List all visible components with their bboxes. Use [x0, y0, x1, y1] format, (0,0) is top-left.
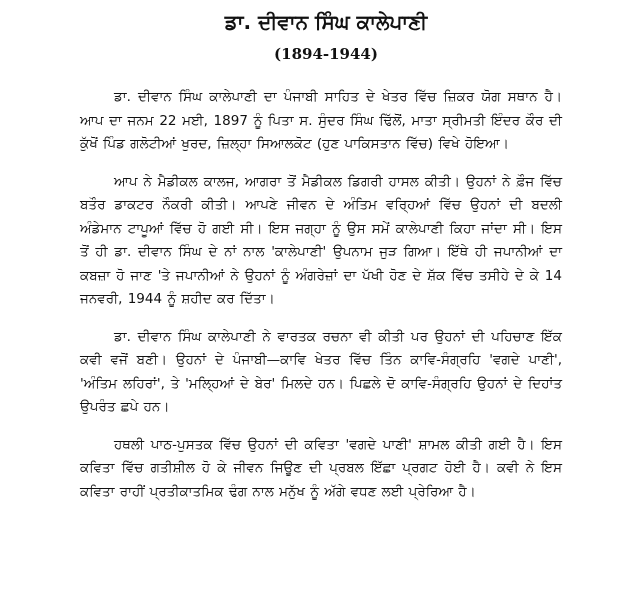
- paragraph-career: ਆਪ ਨੇ ਮੈਡੀਕਲ ਕਾਲਜ, ਆਗਰਾ ਤੋਂ ਮੈਡੀਕਲ ਡਿਗਰੀ ਹਾਸਲ ਕੀਤੀ। ਉਹਨਾਂ ਨੇ ਫ਼ੌਜ ਵਿੱਚ ਬਤੌਰ ਡਾਕਟਰ ਨੌਕਰੀ ਕੀਤੀ। ਆਪਣੇ ਜੀਵਨ ਦੇ ਅੰਤਿਮ ਵਰ੍ਹਿਆਂ ਵਿੱਚ ਉਹਨਾਂ ਦੀ ਬਦਲੀ ਅੰਡੇਮਾਨ ਟਾਪੂਆਂ ਵਿੱਚ ਹੋ ਗਈ ਸੀ। ਇਸ ਜਗ੍ਹਾ ਨੂੰ ਉਸ ਸਮੇਂ ਕਾਲੇਪਾਣੀ ਕਿਹਾ ਜਾਂਦਾ ਸੀ। ਇਸ ਤੋਂ ਹੀ ਡਾ. ਦੀਵਾਨ ਸਿੰਘ ਦੇ ਨਾਂ ਨਾਲ 'ਕਾਲੇਪਾਣੀ' ਉਪਨਾਮ ਜੁੜ ਗਿਆ। ਇੱਥੇ ਹੀ ਜਪਾਨੀਆਂ ਦਾ ਕਬਜ਼ਾ ਹੋ ਜਾਣ 'ਤੇ ਜਪਾਨੀਆਂ ਨੇ ਉਹਨਾਂ ਨੂੰ ਅੰਗਰੇਜ਼ਾਂ ਦਾ ਪੱਖੀ ਹੋਣ ਦੇ ਸ਼ੱਕ ਵਿੱਚ ਤਸੀਹੇ ਦੇ ਕੇ 14 ਜਨਵਰੀ, 1944 ਨੂੰ ਸ਼ਹੀਦ ਕਰ ਦਿੱਤਾ।: [80, 173, 562, 307]
- life-years: (1894-1944): [274, 45, 378, 63]
- page-title: ਡਾ. ਦੀਵਾਨ ਸਿੰਘ ਕਾਲੇਪਾਣੀ: [224, 10, 428, 34]
- paragraph-works: ਡਾ. ਦੀਵਾਨ ਸਿੰਘ ਕਾਲੇਪਾਣੀ ਨੇ ਵਾਰਤਕ ਰਚਨਾ ਵੀ ਕੀਤੀ ਪਰ ਉਹਨਾਂ ਦੀ ਪਹਿਚਾਣ ਇੱਕ ਕਵੀ ਵਜੋਂ ਬਣੀ। ਉਹਨਾਂ ਦੇ ਪੰਜਾਬੀ—ਕਾਵਿ ਖੇਤਰ ਵਿੱਚ ਤਿੰਨ ਕਾਵਿ-ਸੰਗ੍ਰਹਿ 'ਵਗਦੇ ਪਾਣੀ', 'ਅੰਤਿਮ ਲਹਿਰਾਂ', ਤੇ 'ਮਲ੍ਹਿਆਂ ਦੇ ਬੇਰ' ਮਿਲਦੇ ਹਨ। ਪਿਛਲੇ ਦੋ ਕਾਵਿ-ਸੰਗ੍ਰਹਿ ਉਹਨਾਂ ਦੇ ਦਿਹਾਂਤ ਉਪਰੰਤ ਛਪੇ ਹਨ।: [80, 328, 562, 415]
- paragraph-poem: ਹਥਲੀ ਪਾਠ-ਪੁਸਤਕ ਵਿੱਚ ਉਹਨਾਂ ਦੀ ਕਵਿਤਾ 'ਵਗਦੇ ਪਾਣੀ' ਸ਼ਾਮਲ ਕੀਤੀ ਗਈ ਹੈ। ਇਸ ਕਵਿਤਾ ਵਿੱਚ ਗਤੀਸ਼ੀਲ ਹੋ ਕੇ ਜੀਵਨ ਜਿਊਣ ਦੀ ਪ੍ਰਬਲ ਇੱਛਾ ਪ੍ਰਗਟ ਹੋਈ ਹੈ। ਕਵੀ ਨੇ ਇਸ ਕਵਿਤਾ ਰਾਹੀਂ ਪ੍ਰਤੀਕਾਤਮਿਕ ਢੰਗ ਨਾਲ ਮਨੁੱਖ ਨੂੰ ਅੱਗੇ ਵਧਣ ਲਈ ਪ੍ਰੇਰਿਆ ਹੈ।: [80, 436, 562, 500]
- paragraph-birth: ਡਾ. ਦੀਵਾਨ ਸਿੰਘ ਕਾਲੇਪਾਣੀ ਦਾ ਪੰਜਾਬੀ ਸਾਹਿਤ ਦੇ ਖੇਤਰ ਵਿੱਚ ਜ਼ਿਕਰ ਯੋਗ ਸਥਾਨ ਹੈ। ਆਪ ਦਾ ਜਨਮ 22 ਮਈ, 1897 ਨੂੰ ਪਿਤਾ ਸ. ਸੁੰਦਰ ਸਿੰਘ ਢਿੱਲੋਂ, ਮਾਤਾ ਸ੍ਰੀਮਤੀ ਇੰਦਰ ਕੌਰ ਦੀ ਕੁੱਖੋਂ ਪਿੰਡ ਗਲੋਟੀਆਂ ਖੁਰਦ, ਜ਼ਿਲ੍ਹਾ ਸਿਆਲਕੋਟ (ਹੁਣ ਪਾਕਿਸਤਾਨ ਵਿੱਚ) ਵਿਖੇ ਹੋਇਆ।: [80, 89, 562, 152]
